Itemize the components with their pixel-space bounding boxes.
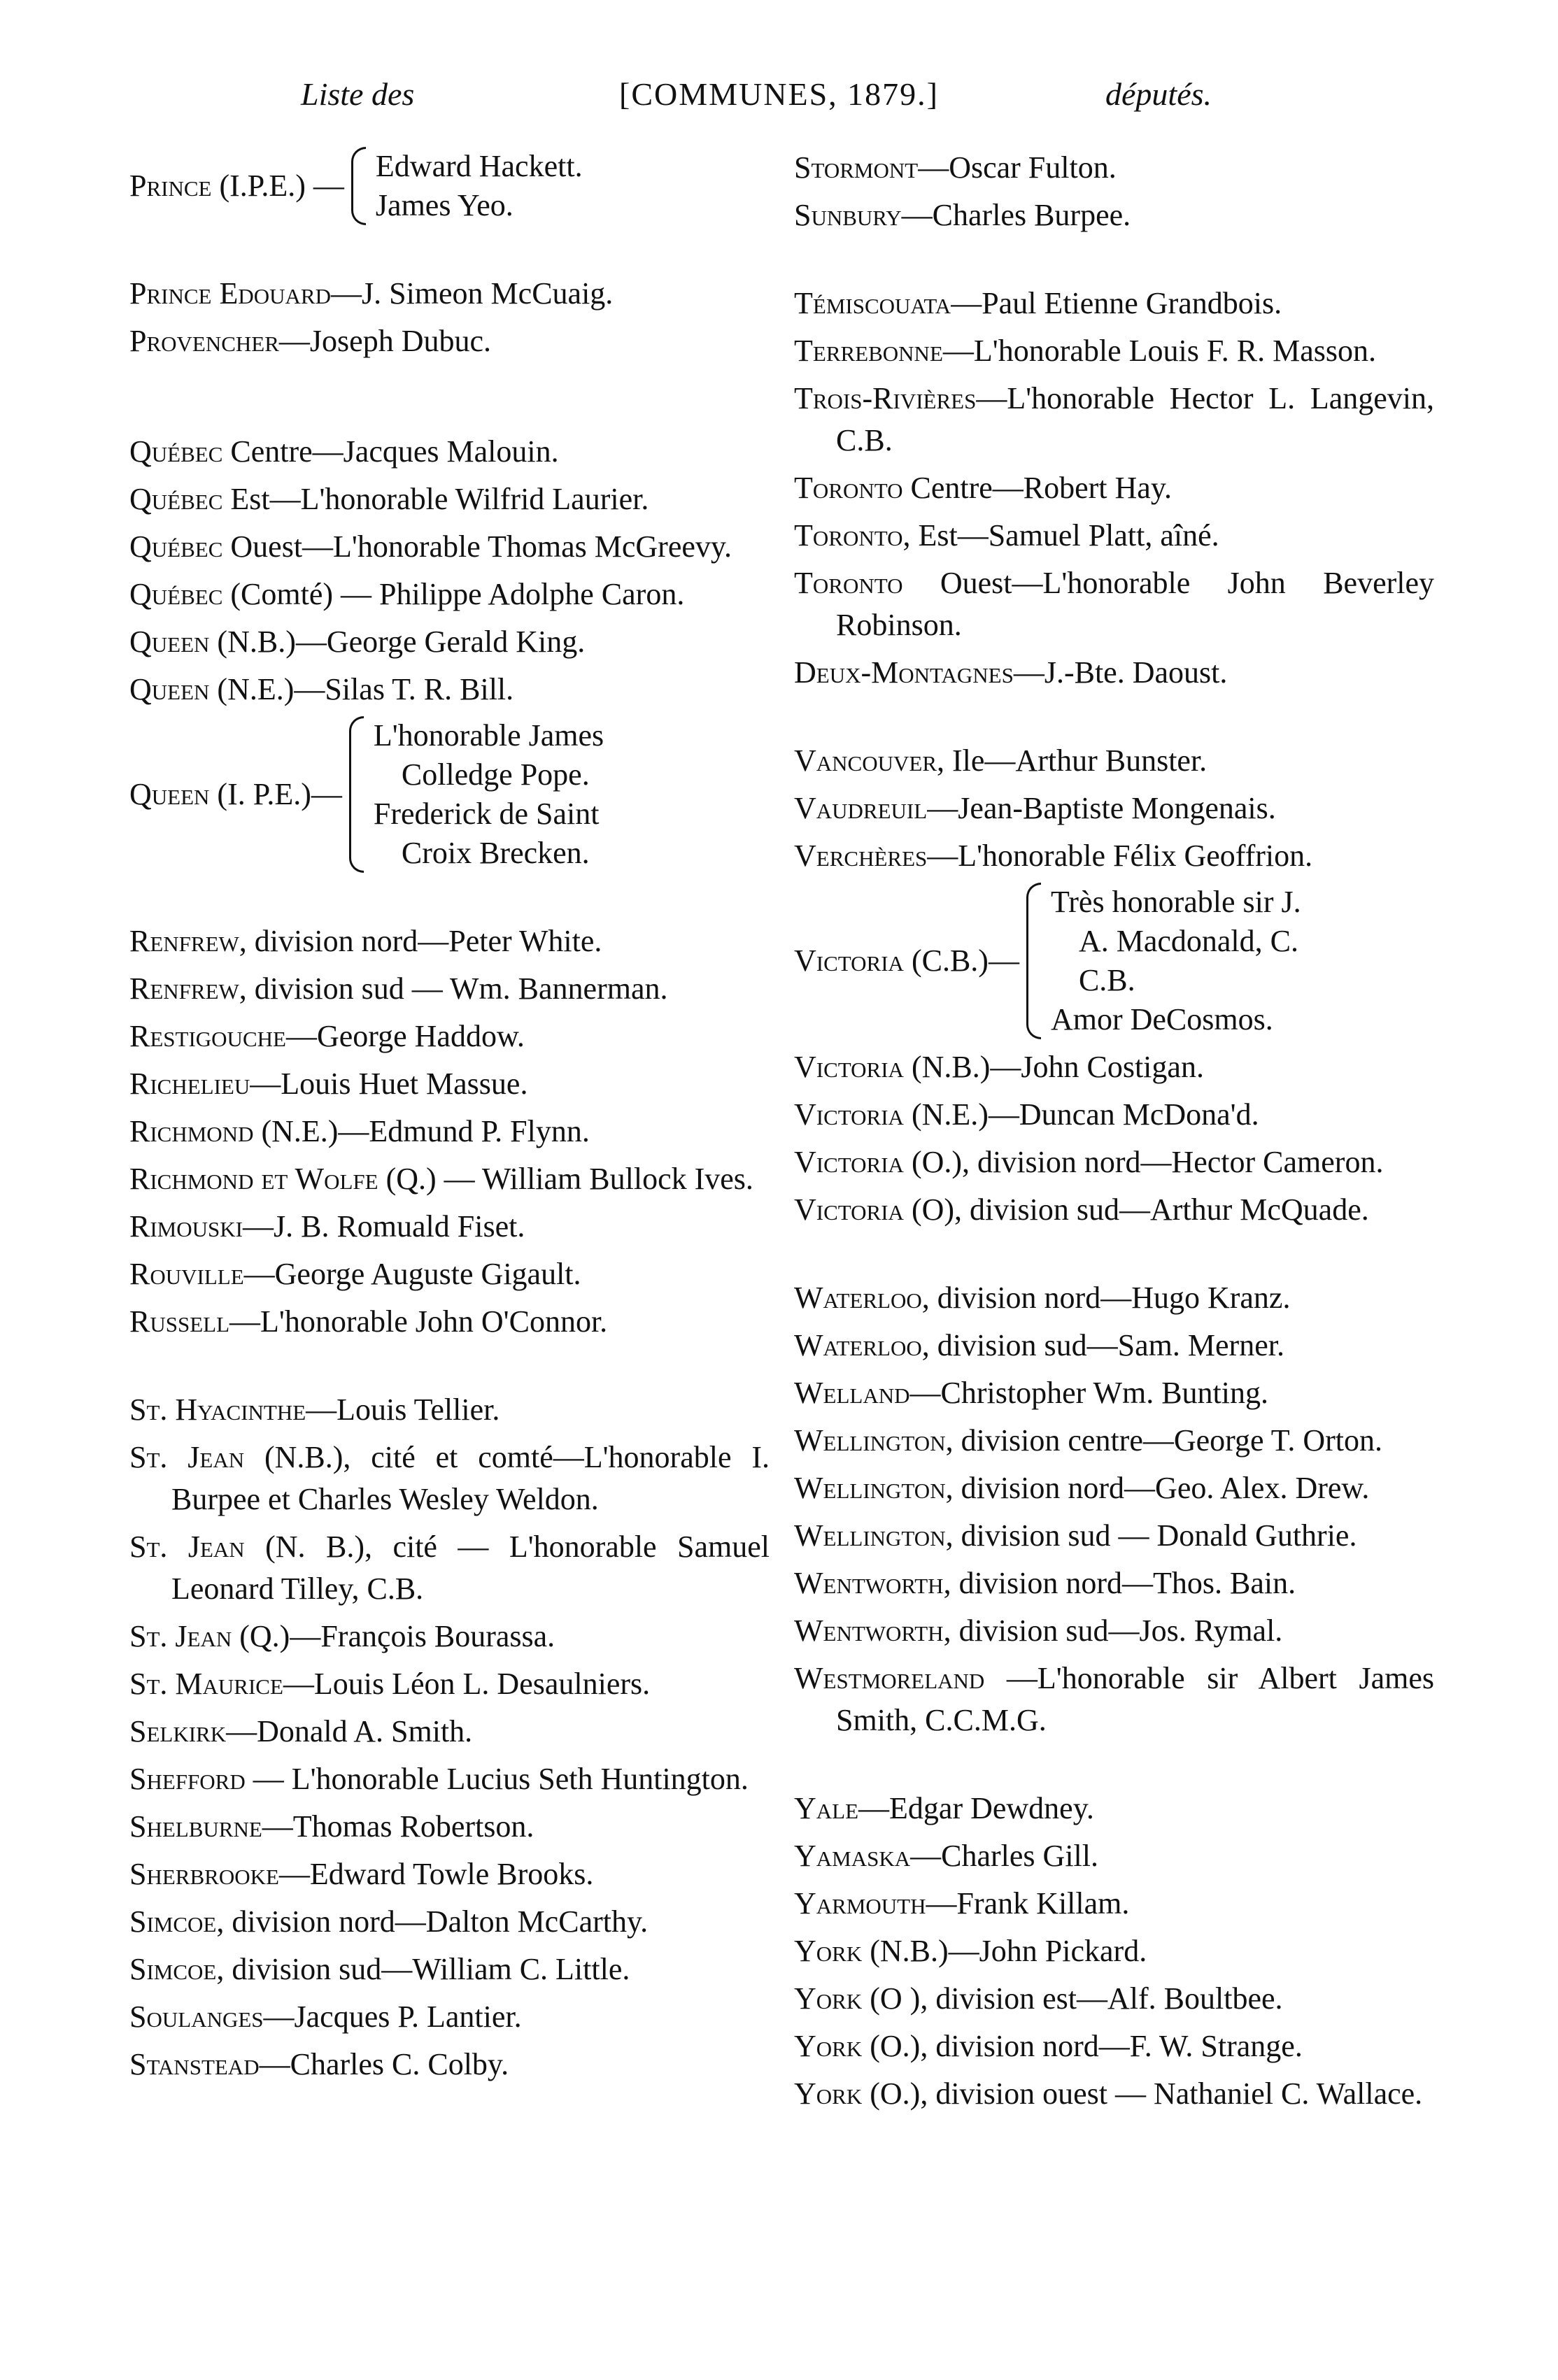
entry-members <box>374 716 604 873</box>
entry-vaudreuil: Vaudreuil—Jean-Baptiste Mongenais. <box>794 791 1276 825</box>
entry-deux-montagnes: Deux-Montagnes—J.-Bte. Daoust. <box>794 655 1228 690</box>
spacer <box>794 1237 1434 1277</box>
entry-heading: Victoria (C.B.)— <box>794 943 1019 978</box>
spacer <box>129 232 770 273</box>
entry-simcoe-sud: Simcoe, division sud—William C. Little. <box>129 1952 630 1986</box>
spacer <box>794 699 1434 740</box>
entry-york-nb: York (N.B.)—John Pickard. <box>794 1934 1147 1968</box>
entry-wentworth-nord: Wentworth, division nord—Thos. Bain. <box>794 1566 1296 1600</box>
spacer <box>794 1747 1434 1788</box>
member-line: Frederick de Saint <box>373 797 600 831</box>
entry-quebec-est: Québec Est—L'honorable Wilfrid Laurier. <box>129 482 649 516</box>
entry-st-maurice: St. Maurice—Louis Léon L. Desaulniers. <box>129 1667 651 1701</box>
brace-mark <box>1026 883 1041 1039</box>
entry-selkirk: Selkirk—Donald A. Smith. <box>129 1714 473 1748</box>
entry-simcoe-nord: Simcoe, division nord—Dalton McCarthy. <box>129 1904 649 1939</box>
entry-stormont: Stormont—Oscar Fulton. <box>794 150 1117 185</box>
entry-wellington-centre: Wellington, division centre—George T. Orton. <box>794 1423 1383 1458</box>
entry-soulanges: Soulanges—Jacques P. Lantier. <box>129 2000 522 2034</box>
entry-yarmouth: Yarmouth—Frank Killam. <box>794 1886 1130 1921</box>
entry-st-jean-q: St. Jean (Q.)—François Bourassa. <box>129 1619 555 1653</box>
entry-york-o-ouest: York (O.), division ouest — Nathaniel C. Wallace. <box>794 2076 1423 2111</box>
entry-members <box>1051 883 1301 1039</box>
entry-heading: Prince (I.P.E.) — <box>129 169 344 203</box>
entry-yamaska: Yamaska—Charles Gill. <box>794 1839 1098 1873</box>
entry-renfrew-sud: Renfrew, division sud — Wm. Bannerman. <box>129 971 668 1006</box>
entry-st-hyacinthe: St. Hyacinthe—Louis Tellier. <box>129 1392 500 1427</box>
member-line: L'honorable James <box>373 718 604 753</box>
entry-quebec-comte: Québec (Comté) — Philippe Adolphe Caron. <box>129 577 685 611</box>
entry-quebec-centre: Québec Centre—Jacques Malouin. <box>129 434 559 469</box>
member-line: C.B. <box>1078 963 1135 997</box>
entry-richmond-ne: Richmond (N.E.)—Edmund P. Flynn. <box>129 1114 590 1148</box>
entry-york-o-nord: York (O.), division nord—F. W. Strange. <box>794 2029 1303 2063</box>
spacer <box>129 1348 770 1389</box>
entry-wellington-nord: Wellington, division nord—Geo. Alex. Drew. <box>794 1471 1370 1505</box>
spacer <box>794 242 1434 283</box>
brace-mark <box>349 716 364 873</box>
member-name: James Yeo. <box>375 188 514 222</box>
entry-queen-nb: Queen (N.B.)—George Gerald King. <box>129 625 586 659</box>
entry-prince-edouard: Prince Edouard—J. Simeon McCuaig. <box>129 276 614 311</box>
entry-queen-ne: Queen (N.E.)—Silas T. R. Bill. <box>129 672 514 706</box>
entry-members <box>376 147 583 225</box>
left-column <box>129 147 770 2091</box>
entry-yale: Yale—Edgar Dewdney. <box>794 1791 1094 1825</box>
running-head-left: Liste des <box>301 76 415 112</box>
entry-restigouche: Restigouche—George Haddow. <box>129 1019 525 1053</box>
entry-richelieu: Richelieu—Louis Huet Massue. <box>129 1067 528 1101</box>
entry-sunbury: Sunbury—Charles Burpee. <box>794 198 1131 232</box>
entry-victoria-o-nord: Victoria (O.), division nord—Hector Cameron. <box>794 1145 1384 1179</box>
spacer <box>129 880 770 920</box>
running-head-center: [COMMUNES, 1879.] <box>619 76 939 112</box>
entry-stanstead: Stanstead—Charles C. Colby. <box>129 2047 509 2081</box>
member-line: A. Macdonald, C. <box>1078 924 1298 958</box>
running-head-right: députés. <box>1105 76 1212 112</box>
entry-toronto-centre: Toronto Centre—Robert Hay. <box>794 471 1172 505</box>
entry-shefford: Shefford — L'honorable Lucius Seth Huntington. <box>129 1762 749 1796</box>
entry-queen-ipe <box>129 716 770 873</box>
entry-victoria-cb <box>794 883 1434 1039</box>
entry-terrebonne: Terrebonne—L'honorable Louis F. R. Masson. <box>794 334 1377 368</box>
entry-waterloo-nord: Waterloo, division nord—Hugo Kranz. <box>794 1281 1291 1315</box>
entry-st-jean-nb-cite-comte: St. Jean (N.B.), cité et comté—L'honorable I. Burpee et Charles Wesley Weldon. <box>129 1440 770 1516</box>
entry-vercheres: Verchères—L'honorable Félix Geoffrion. <box>794 839 1313 873</box>
entry-russell: Russell—L'honorable John O'Connor. <box>129 1304 608 1339</box>
entry-heading: Queen (I. P.E.)— <box>129 777 342 811</box>
entry-vancouver: Vancouver, Ile—Arthur Bunster. <box>794 743 1208 778</box>
member-name: Edward Hackett. <box>375 149 583 183</box>
brace-mark <box>351 147 366 225</box>
entry-westmoreland: Westmoreland —L'honorable sir Albert James Smith, C.C.M.G. <box>794 1661 1434 1737</box>
member-line: Amor DeCosmos. <box>1050 1002 1273 1036</box>
entry-york-o-est: York (O ), division est—Alf. Boultbee. <box>794 1981 1283 2016</box>
entry-wentworth-sud: Wentworth, division sud—Jos. Rymal. <box>794 1613 1283 1648</box>
entry-rouville: Rouville—George Auguste Gigault. <box>129 1257 581 1291</box>
entry-st-jean-nb-cite: St. Jean (N. B.), cité — L'honorable Samuel Leonard Tilley, C.B. <box>129 1530 770 1606</box>
entry-quebec-ouest: Québec Ouest—L'honorable Thomas McGreevy. <box>129 529 732 564</box>
entry-prince-ipe <box>129 147 770 225</box>
entry-richmond-wolfe: Richmond et Wolfe (Q.) — William Bullock Ives. <box>129 1162 753 1196</box>
entry-toronto-est: Toronto, Est—Samuel Platt, aîné. <box>794 518 1219 553</box>
entry-victoria-o-sud: Victoria (O), division sud—Arthur McQuade. <box>794 1192 1369 1227</box>
entry-trois-rivieres: Trois-Rivières—L'honorable Hector L. Langevin, C.B. <box>794 381 1434 457</box>
member-line: Croix Brecken. <box>401 836 590 870</box>
entry-temiscouata: Témiscouata—Paul Etienne Grandbois. <box>794 286 1282 320</box>
entry-welland: Welland—Christopher Wm. Bunting. <box>794 1376 1269 1410</box>
member-line: Colledge Pope. <box>401 757 590 792</box>
entry-victoria-ne: Victoria (N.E.)—Duncan McDona'd. <box>794 1097 1259 1132</box>
entry-waterloo-sud: Waterloo, division sud—Sam. Merner. <box>794 1328 1284 1362</box>
member-line: Très honorable sir J. <box>1050 885 1301 919</box>
entry-toronto-ouest: Toronto Ouest—L'honorable John Beverley Robinson. <box>794 566 1434 642</box>
entry-shelburne: Shelburne—Thomas Robertson. <box>129 1809 534 1844</box>
entry-renfrew-nord: Renfrew, division nord—Peter White. <box>129 924 602 958</box>
spacer <box>129 368 770 431</box>
entry-provencher: Provencher—Joseph Dubuc. <box>129 324 492 358</box>
entry-victoria-nb: Victoria (N.B.)—John Costigan. <box>794 1050 1204 1084</box>
entry-sherbrooke: Sherbrooke—Edward Towle Brooks. <box>129 1857 594 1891</box>
right-column <box>794 147 1434 2121</box>
entry-rimouski: Rimouski—J. B. Romuald Fiset. <box>129 1209 525 1244</box>
entry-wellington-sud: Wellington, division sud — Donald Guthrie. <box>794 1518 1357 1553</box>
